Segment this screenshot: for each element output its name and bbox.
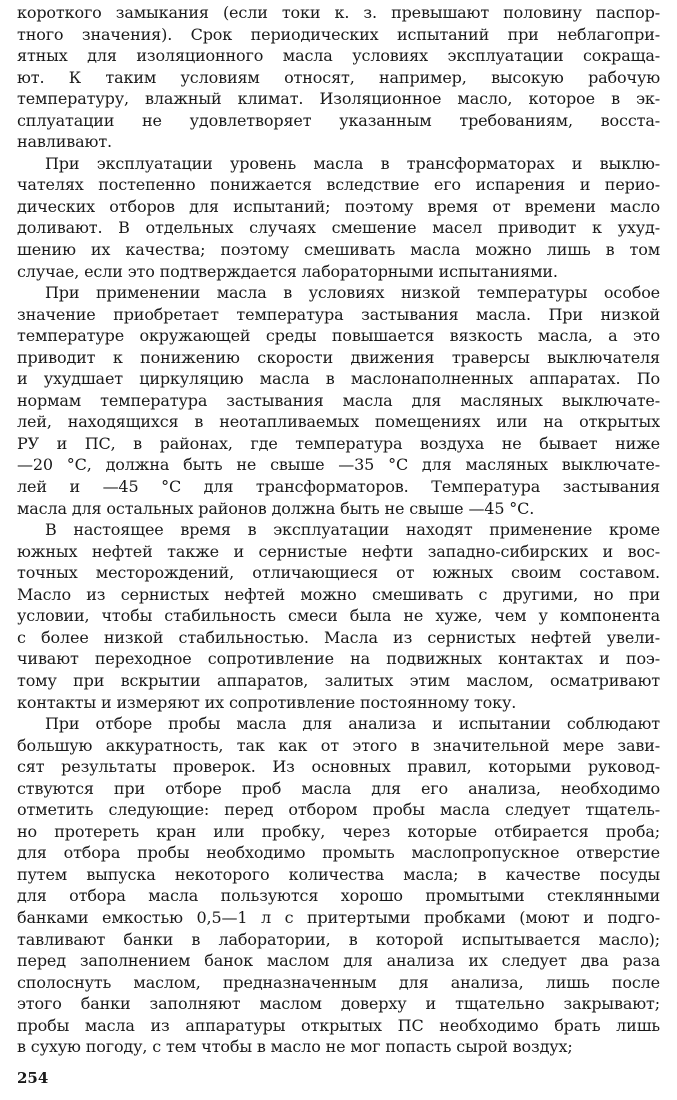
text-line: При применении масла в условиях низкой температуры особое [45,283,660,303]
text-line: случае, если это подтверждается лабораторными испытаниями. [17,261,558,281]
text-line: дических отборов для испытаний; поэтому время от времени масло [17,196,660,216]
text-line: значение приобретает температура застывания масла. При низкой [17,304,660,324]
text-line: навливают. [17,132,112,152]
text-line: точных месторождений, отличающиеся от южных своим составом. [17,563,660,583]
text-line: лей, находящихся в неотапливаемых помещениях или на открытых [17,412,660,432]
page-number: 254 [17,1069,49,1087]
text-line: тного значения). Срок периодических испытаний при неблагопри- [17,24,660,44]
text-line: но протереть кран или пробку, через которые отбирается проба; [17,821,660,841]
text-line: температуру, влажный климат. Изоляционное масло, которое в эк- [17,89,660,109]
text-line: с более низкой стабильностью. Масла из сернистых нефтей увели- [17,627,660,647]
text-line: чателях постепенно понижается вследствие его испарения и перио- [17,175,660,195]
text-line: ствуются при отборе проб масла для его анализа, необходимо [17,778,660,798]
text-line: отметить следующие: перед отбором пробы масла следует тщатель- [17,800,660,820]
paragraph [17,153,660,282]
text-line: РУ и ПС, в районах, где температура воздуха не бывает ниже [17,433,660,453]
text-line: масла для остальных районов должна быть не свыше —45 °С. [17,498,535,518]
text-line: ют. К таким условиям относят, например, высокую рабочую [17,67,660,87]
text-line: банками емкостью 0,5—1 л с притертыми пробками (моют и подго- [17,907,660,927]
text-line: сполоснуть маслом, предназначенным для анализа, лишь после [17,972,660,992]
text-line: южных нефтей также и сернистые нефти западно-сибирских и вос- [17,541,660,561]
text-line: В настоящее время в эксплуатации находят применение кроме [45,520,660,540]
body-text [17,2,660,1058]
paragraph [17,713,660,1058]
text-line: путем выпуска некоторого количества масла; в качестве посуды [17,864,660,884]
text-line: шению их качества; поэтому смешивать масла можно лишь в том [17,240,660,260]
text-line: тому при вскрытии аппаратов, залитых этим маслом, осматривают [17,670,660,690]
text-line: сят результаты проверок. Из основных правил, которыми руковод- [17,757,660,777]
paragraph [17,519,660,713]
text-line: ятных для изоляционного масла условиях эксплуатации сокраща- [17,46,660,66]
text-line: и ухудшает циркуляцию масла в маслонаполненных аппаратах. По [17,369,660,389]
text-line: перед заполнением банок маслом для анализа их следует два раза [17,951,660,971]
text-line: —20 °С, должна быть не свыше —35 °С для масляных выключате- [17,455,660,475]
text-line: При эксплуатации уровень масла в трансформаторах и выклю- [45,153,660,173]
paragraph [17,2,660,153]
text-line: лей и —45 °С для трансформаторов. Температура застывания [17,477,660,497]
text-line: этого банки заполняют маслом доверху и тщательно закрывают; [17,994,660,1014]
text-line: приводит к понижению скорости движения траверсы выключателя [17,347,660,367]
text-line: чивают переходное сопротивление на подвижных контактах и поэ- [17,649,660,669]
text-line: пробы масла из аппаратуры открытых ПС необходимо брать лишь [17,1015,660,1035]
text-line: контакты и измеряют их сопротивление постоянному току. [17,692,517,712]
text-line: для отбора пробы необходимо промыть маслопропускное отверстие [17,843,660,863]
text-line: нормам температура застывания масла для масляных выключате- [17,390,660,410]
text-line: температуре окружающей среды повышается вязкость масла, а это [17,326,660,346]
paragraph [17,282,660,519]
text-line: тавливают банки в лаборатории, в которой испытывается масло); [17,929,660,949]
text-line: в сухую погоду, с тем чтобы в масло не мог попасть сырой воздух; [17,1037,573,1057]
text-line: доливают. В отдельных случаях смешение масел приводит к ухуд- [17,218,660,238]
text-line: короткого замыкания (если токи к. з. превышают половину паспор- [17,3,660,22]
text-line: сплуатации не удовлетворяет указанным требованиям, восста- [17,110,660,130]
text-line: условии, чтобы стабильность смеси была не хуже, чем у компонента [17,606,660,626]
text-line: большую аккуратность, так как от этого в значительной мере зави- [17,735,660,755]
text-line: для отбора масла пользуются хорошо промытыми стеклянными [17,886,660,906]
text-line: Масло из сернистых нефтей можно смешивать с другими, но при [17,584,660,604]
text-line: При отборе пробы масла для анализа и испытании соблюдают [45,714,660,734]
